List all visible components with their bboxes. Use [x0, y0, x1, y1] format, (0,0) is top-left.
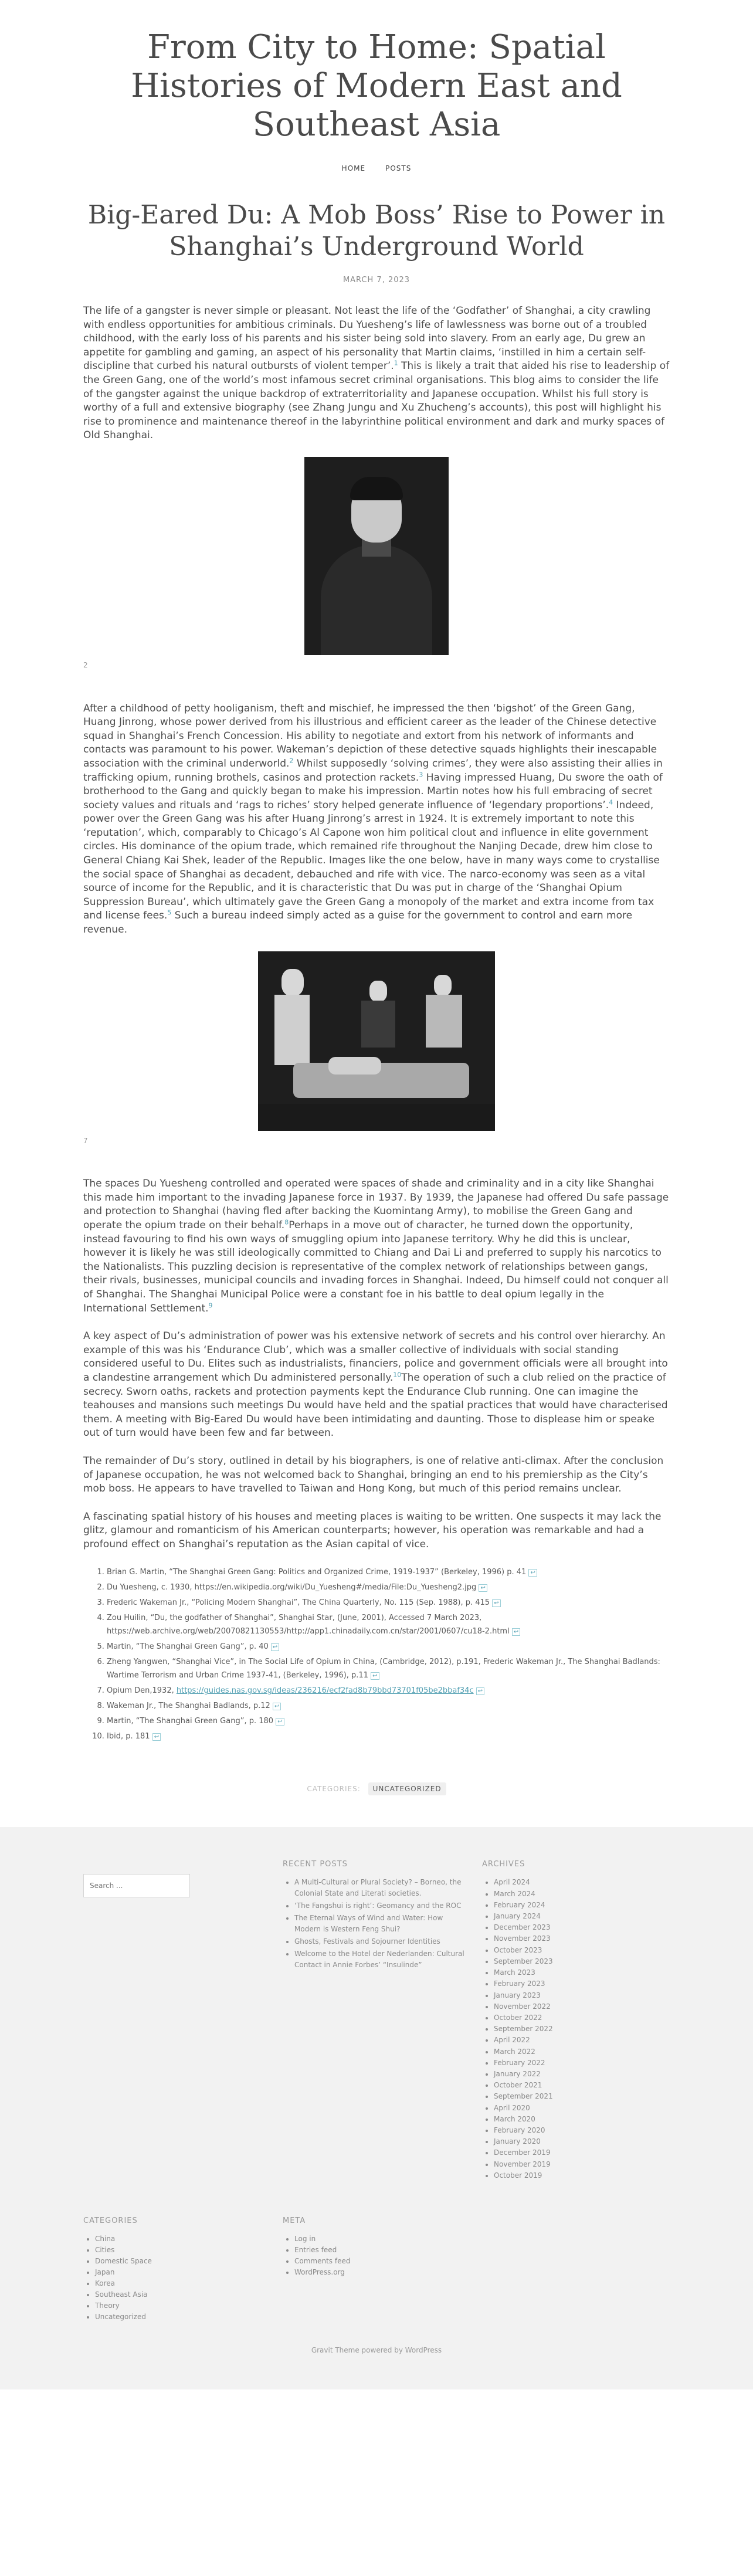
archives-widget	[482, 1860, 670, 2181]
meta-link[interactable]: Comments feed	[294, 2256, 351, 2265]
post-categories	[83, 1785, 670, 1793]
archive-link[interactable]: April 2024	[494, 1878, 530, 1887]
main-nav	[0, 164, 753, 172]
figure-opium-den	[83, 951, 670, 1148]
footnote-item: 10. Ibid, p. 181 ↩	[107, 1730, 670, 1744]
post-date[interactable]: MARCH 7, 2023	[342, 276, 411, 284]
archive-link[interactable]: September 2022	[494, 2025, 553, 2033]
list-item	[494, 2069, 670, 2080]
recent-post-link[interactable]: The Eternal Ways of Wind and Water: How Modern is Western Feng Shui?	[294, 1914, 443, 1934]
figure-caption[interactable]: 7	[83, 1136, 88, 1145]
paragraph-occupation: The spaces Du Yuesheng controlled and operated were spaces of shade and criminality and in a city like Shanghai this made him important to the invading Japanese force in 1937. By 1939, the Japanese had offered Du safe passage and protection to Shanghai (having fled after backing the Kuomintang Army), to mobilise the Green Gang and operate the opium trade on their behalf.$^8$Perhaps in a move out of character, he turned down the opportunity, instead favouring to find his own ways of smuggling opium into Japanese territory. Why he did this is unclear, however it is likely he was still ideologically committed to Chiang and Dai Li and preferred to supply his narcotics to the Nationalists. This puzzling decision is representative of the complex network of relationships between gangs, their rivals, businesses, municipal councils and invading forces in Shanghai. Indeed, Du himself could not conquer all of Shanghai. The Shanghai Municipal Police were a constant foe in his battle to deal opium legally in the International Settlement.$^9$	[83, 1178, 669, 1314]
meta-link[interactable]: WordPress.org	[294, 2267, 345, 2276]
archive-link[interactable]: October 2022	[494, 2013, 542, 2022]
footnote-back-link[interactable]: ↩	[492, 1599, 500, 1607]
list-item	[494, 2001, 670, 2012]
recent-posts-title: RECENT POSTS	[283, 1860, 348, 1869]
archive-link[interactable]: March 2024	[494, 1889, 535, 1898]
list-item	[95, 2289, 283, 2300]
archive-link[interactable]: October 2019	[494, 2171, 542, 2180]
list-item	[494, 1889, 670, 1900]
category-link[interactable]: Cities	[95, 2245, 115, 2254]
search-input[interactable]	[83, 1874, 190, 1897]
footnote-item: 7. Opium Den,1932, https://guides.nas.gov.sg/ideas/236216/ecf2fad8b79bbd73701f05be2bbaf34c ↩	[107, 1684, 670, 1698]
list-item	[494, 2035, 670, 2046]
meta-link[interactable]: Log in	[294, 2234, 316, 2243]
archive-link[interactable]: January 2022	[494, 2069, 541, 2078]
list-item	[494, 1978, 670, 1989]
footnote-back-link[interactable]: ↩	[479, 1584, 487, 1592]
archive-link[interactable]: December 2019	[494, 2148, 551, 2157]
archive-link[interactable]: January 2020	[494, 2137, 541, 2146]
list-item	[494, 2080, 670, 2091]
footnote-back-link[interactable]: ↩	[371, 1672, 379, 1680]
archive-link[interactable]: February 2020	[494, 2126, 545, 2134]
footnote-source-link[interactable]: https://guides.nas.gov.sg/ideas/236216/ecf2fad8b79bbd73701f05be2bbaf34c	[176, 1686, 474, 1696]
archive-link[interactable]: April 2020	[494, 2103, 530, 2112]
figure-du-portrait	[83, 457, 670, 673]
list-item	[494, 1945, 670, 1956]
list-item	[494, 1933, 670, 1944]
meta-widget	[283, 2216, 482, 2323]
paragraph-conclusion: A fascinating spatial history of his houses and meeting places is waiting to be written. One suspects it may lack the glitz, glamour and romanticism of his American counterparts; however, his operation was remarkable and had a profound effect on Shanghai’s reputation as the Asian capital of vice.	[83, 1510, 662, 1550]
category-link[interactable]: Theory	[95, 2301, 120, 2310]
footnote-item: 2. Du Yuesheng, c. 1930, https://en.wikipedia.org/wiki/Du_Yuesheng#/media/File:Du_Yuesheng2.jpg ↩	[107, 1581, 670, 1595]
footer-widgets	[0, 1827, 753, 2345]
footnote-ref-3[interactable]: 2	[289, 757, 294, 765]
list-item	[494, 2125, 670, 2136]
list-item	[494, 2012, 670, 2023]
list-item	[494, 2114, 670, 2125]
archive-link[interactable]: January 2023	[494, 1991, 541, 1999]
footnote-item: 3. Frederic Wakeman Jr., “Policing Modern Shanghai”, The China Quarterly, No. 115 (Sep. 1988), p. 415 ↩	[107, 1596, 670, 1610]
footnote-back-link[interactable]: ↩	[476, 1687, 484, 1695]
footnote-item: 6. Zheng Yangwen, “Shanghai Vice”, in The Social Life of Opium in China, (Cambridge, 2012), p.191, Frederic Wakeman Jr., The Shanghai Badlands: Wartime Terrorism and Urban Crime 1937-41, (Berkeley, 1996), p.11 ↩	[107, 1655, 670, 1683]
footnote-item: 9. Martin, “The Shanghai Green Gang”, p. 180 ↩	[107, 1714, 670, 1728]
paragraph-network: A key aspect of Du’s administration of power was his extensive network of secrets and his control over hierarchy. An example of this was his ‘Endurance Club’, which was a smaller collective of individuals with social standing considered useful to Du. Elites such as industrialists, financiers, police and government officials were all brought into a clandestine arrangement which Du administered personally.$^{10}$The operation of such a club relied on the practice of secrecy. Sworn oaths, rackets and protection payments kept the Endurance Club running. One can imagine the teahouses and mansions such meetings Du would have held and the spatial practices that would have characterised them. A meeting with Big-Eared Du would have been intimidating and daunting. Those to displease him or speake out of turn would have been few and far between.	[83, 1330, 668, 1439]
list-item	[494, 1877, 670, 1888]
list-item	[494, 2170, 670, 2181]
list-item	[294, 1948, 464, 1971]
footnote-item: 4. Zou Huilin, “Du, the godfather of Shanghai”, Shanghai Star, (June, 2001), Accessed 7 March 2023, https://web.archive.org/web/20070821130553/http://app1.chinadaily.com.cn/star/2001/0607/cu18-2.html ↩	[107, 1611, 670, 1639]
site-header	[0, 0, 753, 172]
list-item	[294, 2267, 482, 2278]
footnote-ref-4[interactable]: 3	[419, 770, 423, 778]
categories-widget	[83, 2216, 283, 2323]
category-tag[interactable]: UNCATEGORIZED	[368, 1782, 446, 1795]
list-item	[294, 1913, 464, 1935]
category-link[interactable]: Japan	[95, 2267, 115, 2276]
meta-list	[283, 2233, 482, 2278]
list-item	[494, 1922, 670, 1933]
meta-link[interactable]: Entries feed	[294, 2245, 337, 2254]
list-item	[494, 1967, 670, 1978]
archive-link[interactable]: March 2022	[494, 2047, 535, 2056]
archive-link[interactable]: March 2023	[494, 1968, 535, 1977]
archive-link[interactable]: October 2023	[494, 1945, 542, 1954]
archive-link[interactable]: October 2021	[494, 2081, 542, 2090]
post-article	[83, 199, 670, 1793]
archive-link[interactable]: September 2021	[494, 2092, 553, 2101]
recent-post-link[interactable]: Welcome to the Hotel der Nederlanden: Cultural Contact in Annie Forbes’ “Insulinde”	[294, 1950, 464, 1970]
footnote-back-link[interactable]: ↩	[152, 1733, 161, 1741]
category-link[interactable]: Southeast Asia	[95, 2290, 148, 2299]
site-title[interactable]: From City to Home: Spatial Histories of Modern East and Southeast Asia	[131, 28, 622, 144]
list-item	[95, 2245, 283, 2256]
opium-den-image	[258, 951, 495, 1131]
archive-link[interactable]: November 2019	[494, 2160, 551, 2168]
archive-link[interactable]: November 2022	[494, 2002, 551, 2011]
category-link[interactable]: Domestic Space	[95, 2256, 152, 2265]
archive-link[interactable]: April 2022	[494, 2036, 530, 2045]
list-item	[494, 2058, 670, 2069]
list-item	[294, 1936, 464, 1947]
archives-title: ARCHIVES	[482, 1860, 525, 1869]
list-item	[294, 2256, 482, 2267]
footnote-back-link[interactable]: ↩	[273, 1703, 281, 1710]
du-portrait-image	[304, 457, 449, 655]
archive-link[interactable]: November 2023	[494, 1934, 551, 1943]
footnote-ref-8[interactable]: 8	[284, 1218, 289, 1226]
list-item	[95, 2278, 283, 2289]
list-item	[95, 2256, 283, 2267]
archive-link[interactable]: December 2023	[494, 1923, 551, 1932]
list-item	[294, 2233, 482, 2245]
list-item	[494, 1911, 670, 1922]
archive-link[interactable]: January 2024	[494, 1912, 541, 1921]
archives-list	[482, 1877, 670, 2181]
archive-link[interactable]: September 2023	[494, 1957, 553, 1965]
recent-post-link[interactable]: A Multi-Cultural or Plural Society? – Borneo, the Colonial State and Literati societies.	[294, 1878, 462, 1898]
archive-link[interactable]: February 2024	[494, 1900, 545, 1909]
category-link[interactable]: Korea	[95, 2279, 116, 2287]
list-item	[494, 2147, 670, 2158]
list-item	[494, 2023, 670, 2035]
category-link[interactable]: China	[95, 2234, 116, 2243]
list-item	[294, 1900, 464, 1911]
search-widget	[83, 1860, 283, 2181]
list-item	[95, 2300, 283, 2311]
list-item	[494, 2159, 670, 2170]
footnote-ref-1[interactable]: 1	[394, 359, 398, 367]
paragraph-remainder: The remainder of Du’s story, outlined in detail by his biographers, is one of relative anti-climax. After the conclusion of Japanese occupation, he was not welcomed back to Shanghai, bringing an end to his premiership as the City’s mob boss. He appears to have travelled to Taiwan and Hong Kong, but much of this period remains unclear.	[83, 1455, 664, 1495]
post-title: Big-Eared Du: A Mob Boss’ Rise to Power in Shanghai’s Underground World	[87, 200, 666, 262]
footnote-item: 8. Wakeman Jr., The Shanghai Badlands, p.12 ↩	[107, 1699, 670, 1713]
footnotes-list	[83, 1565, 670, 1744]
list-item	[494, 2091, 670, 2102]
footer-credit[interactable]: Gravit Theme powered by WordPress	[311, 2345, 442, 2354]
nav-home-link[interactable]: HOME	[341, 164, 366, 172]
figure-caption[interactable]: 2	[83, 660, 88, 669]
footnote-ref-10[interactable]: 10	[393, 1371, 402, 1379]
category-link[interactable]: Uncategorized	[95, 2312, 146, 2321]
archive-link[interactable]: February 2022	[494, 2058, 545, 2067]
categories-label: CATEGORIES:	[307, 1785, 361, 1794]
footnote-item: 1. Brian G. Martin, “The Shanghai Green Gang: Politics and Organized Crime, 1919-1937” (Berkeley, 1996) p. 41 ↩	[107, 1565, 670, 1580]
recent-posts-widget	[283, 1860, 482, 2181]
post-content	[83, 304, 670, 1744]
site-footer	[0, 2346, 753, 2389]
meta-title: META	[283, 2216, 306, 2225]
recent-post-link[interactable]: Ghosts, Festivals and Sojourner Identities	[294, 1937, 440, 1946]
list-item	[95, 2233, 283, 2245]
list-item	[494, 1956, 670, 1967]
footnote-back-link[interactable]: ↩	[271, 1643, 279, 1651]
footnote-back-link[interactable]: ↩	[276, 1718, 284, 1726]
categories-list	[83, 2233, 283, 2323]
footnote-ref-9[interactable]: 9	[208, 1301, 213, 1309]
list-item	[494, 2136, 670, 2147]
footnote-ref-5[interactable]: 4	[609, 798, 613, 806]
footnote-item: 5. Martin, “The Shanghai Green Gang”, p. 40 ↩	[107, 1640, 670, 1654]
footnote-back-link[interactable]: ↩	[512, 1628, 520, 1636]
list-item	[95, 2267, 283, 2278]
list-item	[294, 2245, 482, 2256]
categories-title: CATEGORIES	[83, 2216, 138, 2225]
nav-posts-link[interactable]: POSTS	[385, 164, 412, 172]
paragraph-rise: After a childhood of petty hooliganism, theft and mischief, he impressed the then ‘bigshot’ of the Green Gang, Huang Jinrong, whose power derived from his illustrious and efficient career as the leader of the Chinese detective squad in Shanghai’s French Concession. His ability to negotiate and extort from his network of informants and contacts was paramount to his power. Wakeman’s depiction of these detective squads highlights their inescapable association with the criminal underworld.$^2$ Whilst supposedly ‘solving crimes’, they were also assisting their allies in trafficking opium, running brothels, casinos and protection rackets.$^3$ Having impressed Huang, Du swore the oath of brotherhood to the Gang and quickly began to make his impression. Martin notes how his full embracing of secret society values and rituals and ‘rags to riches’ story helped generate influence of ‘legendary proportions’.$^4$ Indeed, power over the Green Gang was his after Huang Jinrong’s arrest in 1924. It is extremely important to note this ‘reputation’, which, comparably to Chicago’s Al Capone won him political clout and influence in elite government circles. His dominance of the opium trade, which remained rife throughout the Nanjing Decade, drew him close to General Chiang Kai Shek, leader of the Republic. Images like the one below, have in many ways come to crystallise the social space of Shanghai as decadent, debauched and rife with vice. The narco-economy was seen as a vital source of income for the Republic, and it is characteristic that Du was put in charge of the ‘Shanghai Opium Suppression Bureau’, which ultimately gave the Green Gang a monopoly of the market and extra income from tax and license fees.$^5$ Such a bureau indeed simply acted as a guise for the government to control and earn more revenue.	[83, 702, 663, 936]
footnote-back-link[interactable]: ↩	[528, 1569, 537, 1577]
list-item	[95, 2311, 283, 2323]
list-item	[494, 1990, 670, 2001]
footnote-ref-6[interactable]: 5	[167, 909, 172, 917]
archive-link[interactable]: March 2020	[494, 2114, 535, 2123]
archive-link[interactable]: February 2023	[494, 1980, 545, 1988]
recent-post-link[interactable]: ‘The Fangshui is right’: Geomancy and the ROC	[294, 1902, 462, 1910]
list-item	[494, 2046, 670, 2058]
list-item	[494, 2103, 670, 2114]
list-item	[494, 1900, 670, 1911]
list-item	[294, 1877, 464, 1899]
paragraph-intro: The life of a gangster is never simple or pleasant. Not least the life of the ‘Godfather’ of Shanghai, a city crawling with endless opportunities for ambitious criminals. Du Yuesheng’s life of lawlessness was borne out of a troubled childhood, with the early loss of his parents and his sister being sold into slavery. From an early age, Du grew an appetite for gambling and gaming, an aspect of his personality that Martin claims, ‘instilled in him a certain self-discipline that curbed his natural outbursts of violent temper’.$^1$ This is likely a trait that aided his rise to leadership of the Green Gang, one of the world’s most infamous secret criminal organisations. This blog aims to consider the life of the gangster against the unique backdrop of extraterritoriality and Japanese occupation. Whilst his full story is worthy of a full and extensive biography (see Zhang Jungu and Xu Zhucheng’s accounts), this post will highlight his rise to prominence and maintenance thereof in the labyrinthine political environment and dark and murky spaces of Old Shanghai.	[83, 305, 670, 442]
